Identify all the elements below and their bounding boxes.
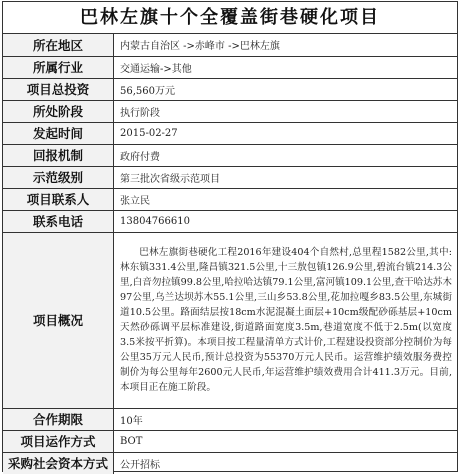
- region-label: 所在地区: [3, 34, 114, 56]
- region-value: 内蒙古自治区 ->赤峰市 ->巴林左旗: [114, 34, 458, 56]
- stage-value: 执行阶段: [114, 100, 458, 122]
- stage-label: 所处阶段: [3, 100, 114, 122]
- table-row: [3, 78, 457, 100]
- table-row: [3, 452, 457, 474]
- phone-value: 13804766610: [114, 210, 458, 232]
- overview-label: 项目概况: [3, 232, 114, 408]
- project-info-sheet: [2, 1, 458, 472]
- phone-label: 联系电话: [3, 210, 114, 232]
- term-value: 10年: [114, 408, 458, 430]
- contact-person-value: 张立民: [114, 188, 458, 210]
- table-row: [3, 188, 457, 210]
- demo-level-label: 示范级别: [3, 166, 114, 188]
- industry-value: 交通运输->其他: [114, 56, 458, 78]
- launch-date-label: 发起时间: [3, 122, 114, 144]
- operation-mode-label: 项目运作方式: [3, 430, 114, 452]
- table-row: [3, 122, 457, 144]
- table-row: [3, 408, 457, 430]
- page-title: 巴林左旗十个全覆盖街巷硬化项目: [3, 2, 457, 34]
- launch-date-value: 2015-02-27: [114, 122, 458, 144]
- table-row: [3, 232, 457, 408]
- industry-label: 所属行业: [3, 56, 114, 78]
- term-label: 合作期限: [3, 408, 114, 430]
- return-mechanism-label: 回报机制: [3, 144, 114, 166]
- table-row: [3, 34, 457, 56]
- overview-text: [114, 232, 458, 408]
- operation-mode-value: BOT: [114, 430, 458, 452]
- table-row: [3, 210, 457, 232]
- overview-paragraph: 巴林左旗街巷硬化工程2016年建设404个自然村,总里程1582公里,其中:林东镇331.4公里,隆昌镇321.5公里,十三敖包镇126.9公里,碧流台镇214.3公里,白音勿拉镇99.8公里,哈拉哈达镇79.1公里,富河镇109.1公里,查干哈达苏木97公里,乌兰达坝苏木55.1公里,三山乡53.8公里,花加拉嘎乡83.5公里,东城街道10.5公里。路面结层按18cm水泥混凝土面层+10cm级配砂砾基层+10cm天然砂砾调平层标准建设,街道路面宽度3.5m,巷道宽度不低于2.5m(以宽度3.5米按平折算)。本项目按工程量清单方式计价,工程建设投资部分控制价为每公里35万元人民币,预计总投资为55370万元人民币。运营维护绩效服务费控制价为每公里每年2600元人民币,年运营维护绩效费用合计411.3万元。目前,本项目正在施工阶段。: [120, 247, 452, 393]
- table-row: [3, 100, 457, 122]
- procurement-method-label: 采购社会资本方式: [3, 452, 114, 474]
- project-info-table: [3, 34, 457, 474]
- table-row: [3, 166, 457, 188]
- table-row: [3, 56, 457, 78]
- return-mechanism-value: 政府付费: [114, 144, 458, 166]
- procurement-method-value: 公开招标: [120, 459, 160, 471]
- table-row: [3, 430, 457, 452]
- total-investment-label: 项目总投资: [3, 78, 114, 100]
- total-investment-value: 56,560万元: [114, 78, 458, 100]
- demo-level-value: 第三批次省级示范项目: [114, 166, 458, 188]
- table-row: [3, 144, 457, 166]
- contact-person-label: 项目联系人: [3, 188, 114, 210]
